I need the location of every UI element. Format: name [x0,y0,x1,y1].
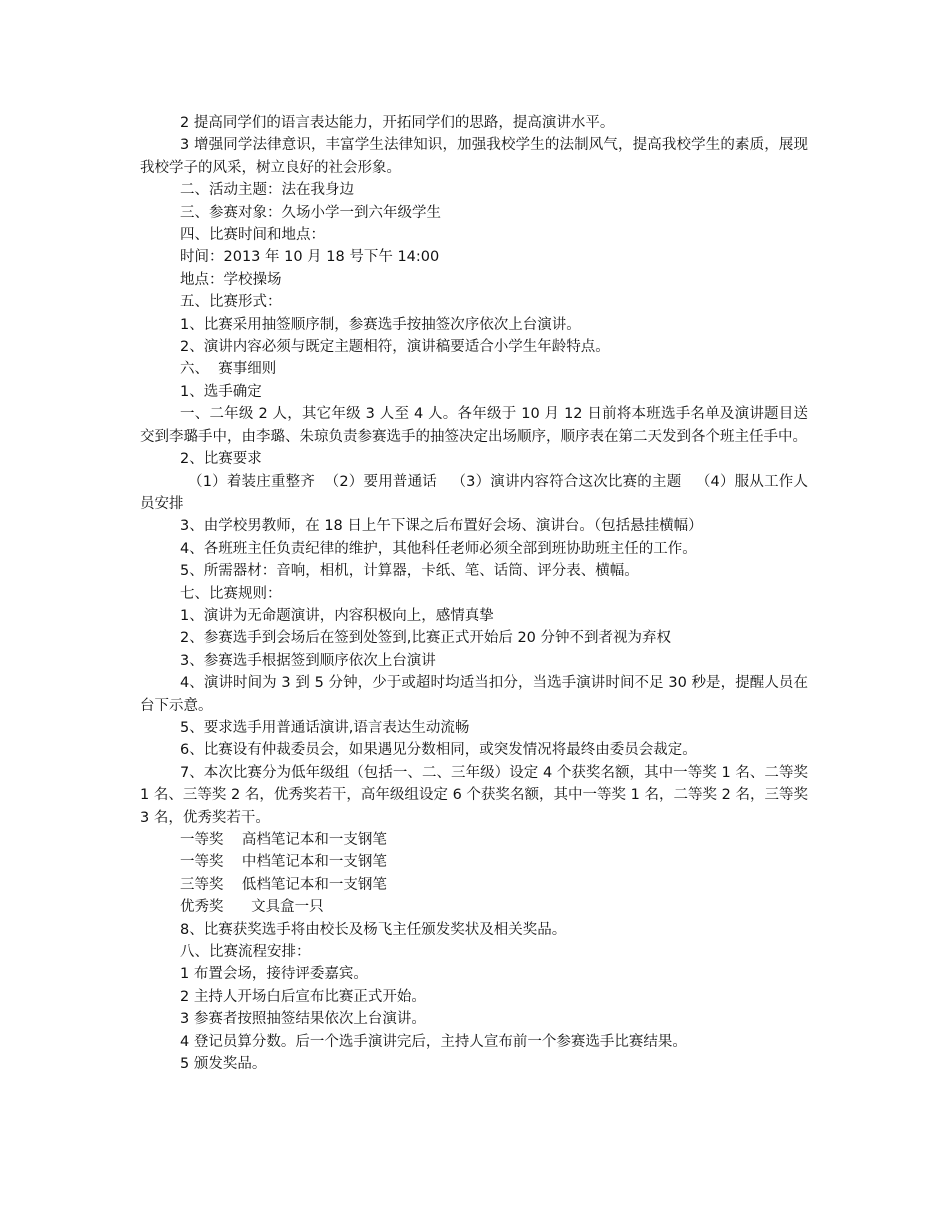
details-item-1-text: 一、二年级 2 人，其它年级 3 人至 4 人。各年级于 10 月 12 日前将本班选手名单及演讲题目送交到李璐手中，由李璐、朱琼负责参赛选手的抽签决定出场顺序，顺序表在第二天发到各个班主任手中。 [140,406,808,445]
process-step-3: 3 参赛者按照抽签结果依次上台演讲。 [180,1011,426,1028]
section-theme: 二、活动主题：法在我身边 [180,182,354,199]
rule-7: 7、本次比赛分为低年级组（包括一、二、三年级）设定 4 个获奖名额，其中一等奖 1 名、二等奖 1 名、三等奖 2 名，优秀奖若干，高年级组设定 6 个获奖名额，其中一等奖 1 名，二等奖 2 名，三等奖 3 名，优秀奖若干。 [140,764,813,826]
rule-4: 4、演讲时间为 3 到 5 分钟，少于或超时均适当扣分，当选手演讲时间不足 30 秒是，提醒人员在台下示意。 [140,675,808,714]
goal-3: 3 增强同学法律意识，丰富学生法律知识，加强我校学生的法制风气，提高我校学生的素质，展现我校学子的风采，树立良好的社会形象。 [140,137,808,176]
prize-line-2: 一等奖 中档笔记本和一支钢笔 [180,854,387,871]
process-step-1: 1 布置会场，接待评委嘉宾。 [180,966,368,983]
details-item-4: 4、各班班主任负责纪律的维护，其他科任老师必须全部到班协助班主任的工作。 [180,540,697,557]
format-item-1: 1、比赛采用抽签顺序制，参赛选手按抽签次序依次上台演讲。 [180,316,581,333]
rule-6: 6、比赛设有仲裁委员会，如果遇见分数相同，或突发情况将最终由委员会裁定。 [180,742,697,759]
rule-2: 2、参赛选手到会场后在签到处签到,比赛正式开始后 20 分钟不到者视为弃权 [180,630,672,647]
rule-5: 5、要求选手用普通话演讲,语言表达生动流畅 [180,719,470,736]
details-item-2-text: （1）着装庄重整齐 （2）要用普通话 （3）演讲内容符合这次比赛的主题 （4）服从工作人员安排 [140,473,808,512]
document-body [140,112,813,1075]
section-details: 六、 赛事细则 [180,361,277,378]
details-item-1-heading: 1、选手确定 [180,383,262,400]
place-line: 地点：学校操场 [180,271,282,288]
section-format: 五、比赛形式： [180,294,282,311]
details-item-5: 5、所需器材：音响，相机，计算器，卡纸、笔、话筒、评分表、横幅。 [180,563,639,580]
section-process: 八、比赛流程安排： [180,944,311,961]
time-line: 时间：2013 年 10 月 18 号下午 14:00 [180,249,440,266]
rule-8: 8、比赛获奖选手将由校长及杨飞主任颁发奖状及相关奖品。 [180,921,567,938]
process-step-4: 4 登记员算分数。后一个选手演讲完后，主持人宣布前一个参赛选手比赛结果。 [180,1033,687,1050]
goal-2: 2 提高同学们的语言表达能力，开拓同学们的思路，提高演讲水平。 [180,115,615,131]
details-item-3: 3、由学校男教师，在 18 日上午下课之后布置好会场、演讲台。（包括悬挂横幅） [180,518,703,535]
prize-line-3: 三等奖 低档笔记本和一支钢笔 [180,876,387,893]
rule-1: 1、演讲为无命题演讲，内容积极向上，感情真挚 [180,607,494,624]
section-rules: 七、比赛规则： [180,585,282,602]
rule-3: 3、参赛选手根据签到顺序依次上台演讲 [180,652,436,669]
format-item-2: 2、演讲内容必须与既定主题相符，演讲稿要适合小学生年龄特点。 [180,339,610,356]
section-time-place: 四、比赛时间和地点： [180,227,325,244]
process-step-5: 5 颁发奖品。 [180,1056,267,1073]
prize-line-4: 优秀奖 文具盒一只 [180,899,324,916]
prize-line-1: 一等奖 高档笔记本和一支钢笔 [180,832,387,848]
process-step-2: 2 主持人开场白后宣布比赛正式开始。 [180,988,426,1005]
section-participants: 三、参赛对象：久场小学一到六年级学生 [180,204,441,221]
details-item-2-heading: 2、比赛要求 [180,451,262,468]
